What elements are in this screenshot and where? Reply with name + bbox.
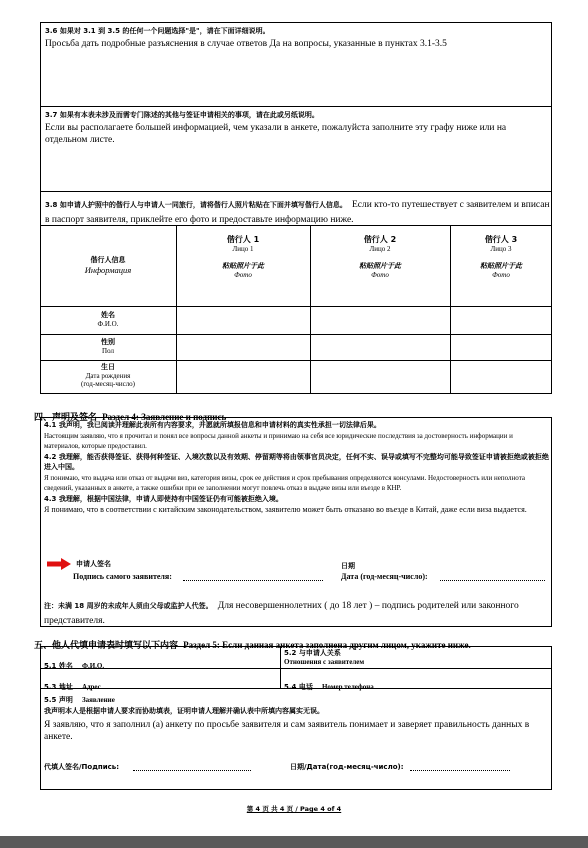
q38-box [40,191,552,226]
field-5-5: 5.5 声明 Заявление 我声明本人是根据申请人要求而协助填表，证明申请人理解并确认表中所填内容属实无误。 Я заявляю, что я заполнил (а) анкету по просьбе заявителя и сам заявитель понимает и заверяет правильность данных в анкете. [44,696,530,742]
q36-ru: Просьба дать подробные разъяснения в случае ответов Да на вопросы, указанные в пунктах 3.1-3.5 [45,39,447,49]
applicant-sign: 申请人签名 [76,560,111,568]
field-5-4[interactable]: 5.4 电话 Номер телефона [284,683,374,691]
companion-info-label: 偕行人信息 Информация [84,256,132,275]
page-footer: 第 4 页 共 4 页 / Page 4 of 4 [246,805,342,813]
row-label-name: 姓名 Ф.И.О. [97,311,119,328]
field-5-2[interactable]: 5.2 与申请人关系 Отношения с заявителем [284,649,365,666]
field-5-1[interactable]: 5.1 姓名 Ф.И.О. [44,662,105,670]
proxy-date-label: 日期/Дата(год-месяц-число): [290,763,404,771]
arrow-icon [47,558,71,570]
row-label-birth: 生日 Дата рождения (год-месяц-число) [80,363,136,388]
applicant-date-line[interactable] [440,580,545,581]
companion-col-1: 偕行人 1 Лицо 1 粘贴照片于此 Фото [222,235,264,279]
applicant-sign-line[interactable] [183,580,323,581]
companion-col-3: 偕行人 3 Лицо 3 粘贴照片于此 Фото [480,235,522,279]
proxy-date-line[interactable] [410,770,510,771]
section5-title: 五、他人代填申请表时填写以下内容 Раздел 5: Если данная анкета заполнена другим лицом, укажите ниже. [34,640,471,651]
proxy-sign-label: 代填人签名/Подпись: [44,763,119,771]
q37-answer-area[interactable] [41,145,551,191]
minor-note: 注：未满 18 周岁的未成年人须由父母或监护人代签。 Для несовершеннолетних ( до 18 лет ) – подпись родителей или законного представителя. [44,601,519,626]
section4-body: 4.1 我声明，我已阅读并理解此表所有内容要求，并愿就所填报信息和申请材料的真实性承担一切法律后果。 Настоящим заявляю, что я прочитал и понял все вопросы данной анкеты и принимаю на себя все юридические последствия за достоверность информации и материалов, которые предоставил. 4.2 我理解，能否获得签证、获得何种签证、入境次数以及有效期、停留期等将由领事官员决定，任何不实、误导或填写不完整均可能导致签证申请被拒绝或被拒绝进入中国。 Я понимаю, что выдача или отказ от выдачи виз, категория визы, срок ее действия и срок пребывания определяются консулами. Недостоверность или неполнота сведений, указанных в анкете, а также ошибки при ее заполнении могут повлечь отказ в выдаче визы или въезде в КНР. 4.3 我理解，根据中国法律，申请人即使持有中国签证仍有可能被拒绝入境。 Я понимаю, что в соответствии с китайским законодательством, заявителю может быть отказано во въезде в Китай, даже если виза выдается. [44,421,549,514]
q36-zh: 3.6 如果对 3.1 到 3.5 的任何一个问题选择"是"，请在下面详细说明。 [45,27,270,35]
q38-ru: Если кто-то путешествует с заявителем и вписан в паспорт заявителя, приклейте его фото и предоставьте информацию ниже. [45,200,550,225]
q37-ru: Если вы располагаете большей информацией, чем указали в анкете, пожалуйста заполните эту графу ниже или на отдельном листе. [45,123,507,145]
applicant-date-label: Дата (год-месяц-число): [341,572,428,581]
q38-text [45,196,550,226]
field-5-3[interactable]: 5.3 地址 Адрес [44,683,101,691]
bottom-bar [0,836,588,848]
proxy-sign-line[interactable] [133,770,251,771]
q36-answer-area[interactable] [41,50,551,106]
companion-col-2: 偕行人 2 Лицо 2 粘贴照片于此 Фото [359,235,401,279]
applicant-sign-label: Подпись самого заявителя: [73,572,172,581]
q37-zh: 3.7 如果有本表未涉及而需专门陈述的其他与签证申请相关的事项，请在此或另纸说明。 [45,111,319,119]
q38-zh: 3.8 如申请人护照中的偕行人与申请人一同旅行，请将偕行人照片粘贴在下面并填写偕行人信息。 [45,201,347,209]
row-label-sex: 性别 Пол [101,338,115,355]
applicant-date-zh: 日期 [341,562,355,570]
section4-title: 四、声明及签名 Раздел 4: Заявление и подпись [34,412,227,423]
